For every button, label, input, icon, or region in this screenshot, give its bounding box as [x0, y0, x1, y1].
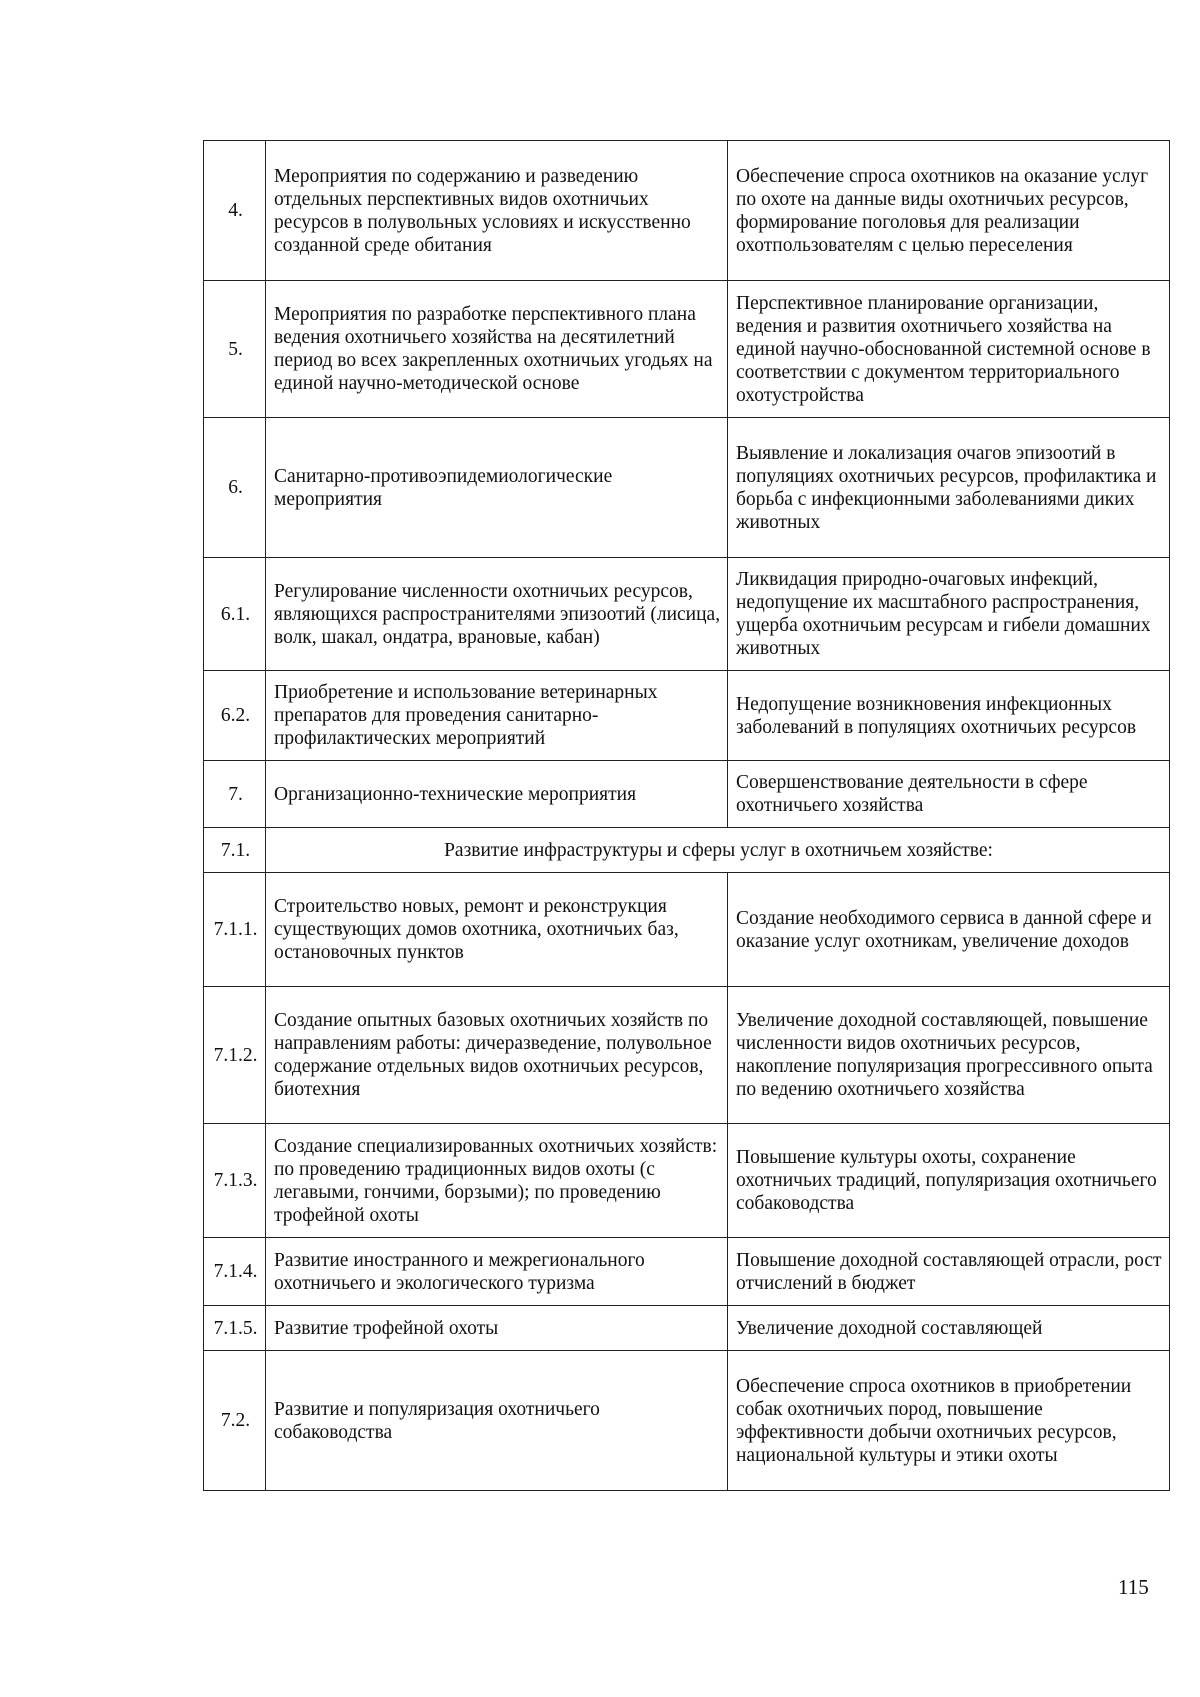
- table-row: [204, 1124, 1170, 1238]
- table-row: [204, 873, 1170, 987]
- measure-cell: Приобретение и использование ветеринарных препаратов для проведения санитарно-профилактических мероприятий: [266, 671, 728, 761]
- table-row: [204, 281, 1170, 418]
- measure-cell: Мероприятия по разработке перспективного плана ведения охотничьего хозяйства на десятилетний период во всех закрепленных охотничьих угодьях на единой научно-методической основе: [266, 281, 728, 418]
- row-number: 7.1.5.: [204, 1306, 266, 1351]
- row-number: 6.: [204, 418, 266, 558]
- table-row: [204, 1238, 1170, 1306]
- row-number: 7.1.4.: [204, 1238, 266, 1306]
- table-row: [204, 828, 1170, 873]
- row-number: 7.: [204, 761, 266, 828]
- table-row: [204, 671, 1170, 761]
- result-cell: Повышение культуры охоты, сохранение охотничьих традиций, популяризация охотничьего собаководства: [728, 1124, 1170, 1238]
- section-heading: Развитие инфраструктуры и сферы услуг в охотничьем хозяйстве:: [266, 828, 1170, 873]
- measure-cell: Создание опытных базовых охотничьих хозяйств по направлениям работы: дичеразведение, полувольное содержание отдельных видов охотничьих ресурсов, биотехния: [266, 987, 728, 1124]
- result-cell: Увеличение доходной составляющей: [728, 1306, 1170, 1351]
- table-row: [204, 987, 1170, 1124]
- measure-cell: Развитие и популяризация охотничьего собаководства: [266, 1351, 728, 1491]
- table-row: [204, 141, 1170, 281]
- result-cell: Создание необходимого сервиса в данной сфере и оказание услуг охотникам, увеличение доходов: [728, 873, 1170, 987]
- row-number: 7.2.: [204, 1351, 266, 1491]
- row-number: 6.1.: [204, 558, 266, 671]
- page-number: 115: [1118, 1575, 1149, 1599]
- result-cell: Повышение доходной составляющей отрасли, рост отчислений в бюджет: [728, 1238, 1170, 1306]
- result-cell: Перспективное планирование организации, ведения и развития охотничьего хозяйства на единой научно-обоснованной системной основе в соответствии с документом территориального охотустройства: [728, 281, 1170, 418]
- row-number: 7.1.1.: [204, 873, 266, 987]
- result-cell: Недопущение возникновения инфекционных заболеваний в популяциях охотничьих ресурсов: [728, 671, 1170, 761]
- measures-table-body: [204, 141, 1170, 1491]
- result-cell: Увеличение доходной составляющей, повышение численности видов охотничьих ресурсов, накопление популяризация прогрессивного опыта по ведению охотничьего хозяйства: [728, 987, 1170, 1124]
- result-cell: Обеспечение спроса охотников в приобретении собак охотничьих пород, повышение эффективности добычи охотничьих ресурсов, национальной культуры и этики охоты: [728, 1351, 1170, 1491]
- row-number: 7.1.3.: [204, 1124, 266, 1238]
- measure-cell: Развитие трофейной охоты: [266, 1306, 728, 1351]
- measure-cell: Развитие иностранного и межрегионального охотничьего и экологического туризма: [266, 1238, 728, 1306]
- measures-table: [203, 140, 1170, 1491]
- table-row: [204, 1351, 1170, 1491]
- row-number: 4.: [204, 141, 266, 281]
- result-cell: Совершенствование деятельности в сфере охотничьего хозяйства: [728, 761, 1170, 828]
- row-number: 7.1.: [204, 828, 266, 873]
- result-cell: Обеспечение спроса охотников на оказание услуг по охоте на данные виды охотничьих ресурсов, формирование поголовья для реализации охотпользователям с целью переселения: [728, 141, 1170, 281]
- result-cell: Ликвидация природно-очаговых инфекций, недопущение их масштабного распространения, ущерба охотничьим ресурсам и гибели домашних животных: [728, 558, 1170, 671]
- table-row: [204, 418, 1170, 558]
- row-number: 6.2.: [204, 671, 266, 761]
- row-number: 7.1.2.: [204, 987, 266, 1124]
- measure-cell: Регулирование численности охотничьих ресурсов, являющихся распространителями эпизоотий (лисица, волк, шакал, ондатра, врановые, кабан): [266, 558, 728, 671]
- measure-cell: Создание специализированных охотничьих хозяйств: по проведению традиционных видов охоты (с легавыми, гончими, борзыми); по проведению трофейной охоты: [266, 1124, 728, 1238]
- row-number: 5.: [204, 281, 266, 418]
- table-row: [204, 558, 1170, 671]
- table-row: [204, 761, 1170, 828]
- measure-cell: Санитарно-противоэпидемиологические мероприятия: [266, 418, 728, 558]
- measure-cell: Строительство новых, ремонт и реконструкция существующих домов охотника, охотничьих баз, остановочных пунктов: [266, 873, 728, 987]
- result-cell: Выявление и локализация очагов эпизоотий в популяциях охотничьих ресурсов, профилактика и борьба с инфекционными заболеваниями диких животных: [728, 418, 1170, 558]
- measure-cell: Организационно-технические мероприятия: [266, 761, 728, 828]
- table-row: [204, 1306, 1170, 1351]
- measure-cell: Мероприятия по содержанию и разведению отдельных перспективных видов охотничьих ресурсов в полувольных условиях и искусственно созданной среде обитания: [266, 141, 728, 281]
